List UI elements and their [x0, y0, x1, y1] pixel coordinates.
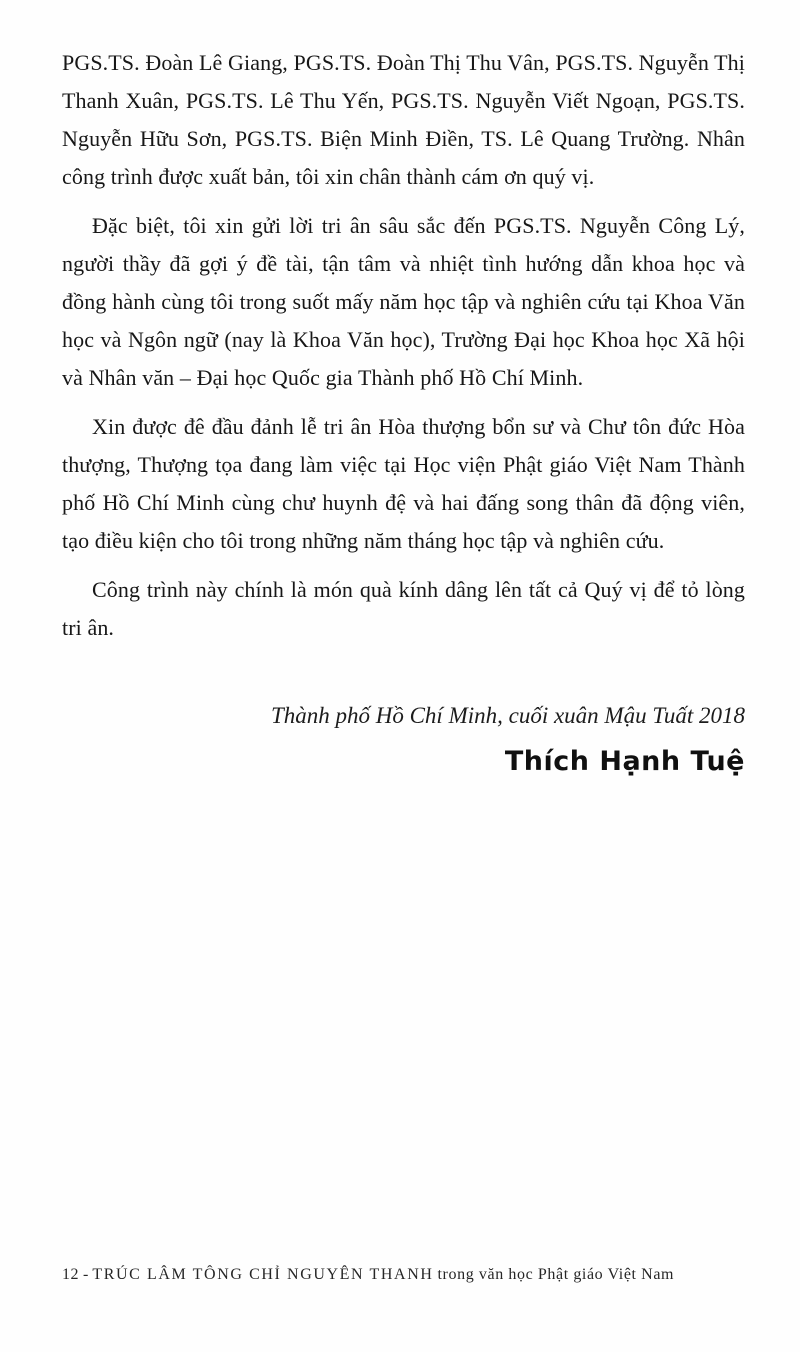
- body-paragraph-2: Đặc biệt, tôi xin gửi lời tri ân sâu sắc đến PGS.TS. Nguyễn Công Lý, người thầy đã gợi ý đề tài, tận tâm và nhiệt tình hướng dẫn khoa học và đồng hành cùng tôi trong suốt mấy năm học tập và nghiên cứu tại Khoa Văn học và Ngôn ngữ (nay là Khoa Văn học), Trường Đại học Khoa học Xã hội và Nhân văn – Đại học Quốc gia Thành phố Hồ Chí Minh.: [62, 213, 745, 390]
- footer-separator: -: [83, 1266, 89, 1283]
- author-signature: Thích Hạnh Tuệ: [504, 746, 745, 777]
- body-paragraph-1: PGS.TS. Đoàn Lê Giang, PGS.TS. Đoàn Thị Thu Vân, PGS.TS. Nguyễn Thị Thanh Xuân, PGS.TS. Lê Thu Yến, PGS.TS. Nguyễn Viết Ngoạn, PGS.TS. Nguyễn Hữu Sơn, PGS.TS. Biện Minh Điền, TS. Lê Quang Trường. Nhân công trình được xuất bản, tôi xin chân thành cám ơn quý vị.: [62, 50, 745, 189]
- page-number: 12: [62, 1266, 79, 1283]
- body-paragraph-4: Công trình này chính là món quà kính dâng lên tất cả Quý vị để tỏ lòng tri ân.: [62, 577, 745, 640]
- page-content: [62, 44, 745, 779]
- footer-book-subtitle: trong văn học Phật giáo Việt Nam: [437, 1266, 675, 1283]
- dateline: Thành phố Hồ Chí Minh, cuối xuân Mậu Tuất 2018: [270, 703, 745, 728]
- footer-book-title: TRÚC LÂM TÔNG CHỈ NGUYÊN THANH: [92, 1266, 434, 1283]
- body-paragraph-3: Xin được đê đầu đảnh lễ tri ân Hòa thượng bổn sư và Chư tôn đức Hòa thượng, Thượng tọa đang làm việc tại Học viện Phật giáo Việt Nam Thành phố Hồ Chí Minh cùng chư huynh đệ và hai đấng song thân đã động viên, tạo điều kiện cho tôi trong những năm tháng học tập và nghiên cứu.: [62, 414, 745, 553]
- page-footer: [62, 1264, 745, 1286]
